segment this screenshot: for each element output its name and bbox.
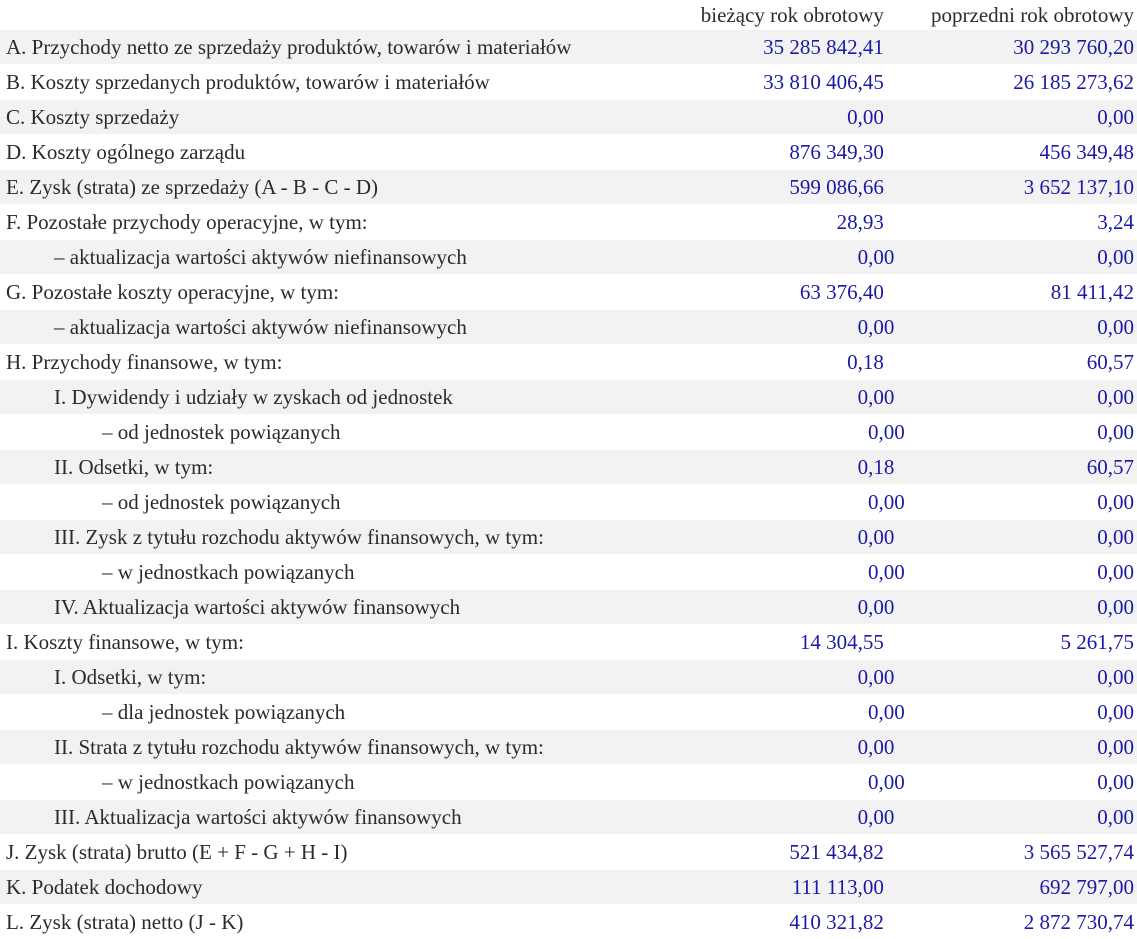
row-previous-value: 0,00 (1097, 244, 1134, 269)
row-current-value: 0,00 (857, 524, 895, 549)
row-label: G. Pozostałe koszty operacyjne, w tym: (6, 279, 340, 304)
table-row (0, 799, 1137, 834)
row-label: – w jednostkach powiązanych (102, 559, 355, 584)
table-row (0, 554, 1137, 589)
row-current-value: 0,00 (857, 314, 895, 339)
row-label: – od jednostek powiązanych (102, 489, 341, 514)
row-current-value: 0,00 (857, 594, 895, 619)
row-label: – w jednostkach powiązanych (102, 769, 355, 794)
table-row (0, 589, 1137, 624)
row-label: F. Pozostałe przychody operacyjne, w tym: (6, 209, 368, 234)
row-current-value: 0,00 (868, 559, 905, 584)
row-label: L. Zysk (strata) netto (J - K) (6, 909, 244, 934)
row-label: III. Aktualizacja wartości aktywów finansowych (54, 804, 462, 829)
row-label: III. Zysk z tytułu rozchodu aktywów finansowych, w tym: (54, 524, 544, 549)
table-row (0, 729, 1137, 764)
row-current-value: 0,00 (857, 664, 895, 689)
row-label: C. Koszty sprzedaży (6, 104, 180, 129)
row-current-value: 0,18 (857, 454, 895, 479)
row-current-value: 0,00 (868, 419, 905, 444)
table-row (0, 519, 1137, 554)
row-current-value: 63 376,40 (799, 279, 884, 304)
row-previous-value: 0,00 (1097, 664, 1134, 689)
row-current-value: 0,00 (857, 804, 895, 829)
table-row (0, 99, 1137, 134)
row-previous-value: 5 261,75 (1060, 629, 1134, 654)
table-row (0, 309, 1137, 344)
row-previous-value: 456 349,48 (1039, 139, 1134, 164)
table-row (0, 484, 1137, 519)
row-current-value: 33 810 406,45 (763, 69, 884, 94)
table-row (0, 204, 1137, 239)
row-previous-value: 0,00 (1097, 699, 1134, 724)
row-previous-value: 0,00 (1097, 489, 1134, 514)
row-label: I. Koszty finansowe, w tym: (6, 629, 244, 654)
table-row (0, 29, 1137, 64)
row-previous-value: 60,57 (1086, 454, 1134, 479)
row-previous-value: 0,00 (1097, 314, 1134, 339)
row-current-value: 599 086,66 (789, 174, 884, 199)
row-previous-value: 0,00 (1097, 419, 1134, 444)
row-previous-value: 3,24 (1097, 209, 1134, 234)
row-label: J. Zysk (strata) brutto (E + F - G + H - I) (6, 839, 348, 864)
row-previous-value: 0,00 (1097, 559, 1134, 584)
table-row (0, 239, 1137, 274)
row-label: II. Strata z tytułu rozchodu aktywów finansowych, w tym: (54, 734, 544, 759)
row-label: II. Odsetki, w tym: (54, 454, 214, 479)
table-row (0, 764, 1137, 799)
row-previous-value: 30 293 760,20 (1013, 34, 1134, 59)
row-label: I. Odsetki, w tym: (54, 664, 207, 689)
row-label: B. Koszty sprzedanych produktów, towarów i materiałów (6, 69, 490, 94)
table-header-row (0, 0, 1137, 29)
table-row (0, 904, 1137, 939)
table-row (0, 834, 1137, 869)
row-previous-value: 3 565 527,74 (1023, 839, 1134, 864)
table-row (0, 379, 1137, 414)
row-current-value: 35 285 842,41 (763, 34, 884, 59)
row-label: E. Zysk (strata) ze sprzedaży (A - B - C - D) (6, 174, 379, 199)
row-label: H. Przychody finansowe, w tym: (6, 349, 283, 374)
row-previous-value: 26 185 273,62 (1013, 69, 1134, 94)
row-label: D. Koszty ogólnego zarządu (6, 139, 246, 164)
table-row (0, 694, 1137, 729)
table-row (0, 64, 1137, 99)
table-row (0, 169, 1137, 204)
row-previous-value: 0,00 (1097, 384, 1134, 409)
row-previous-value: 0,00 (1097, 804, 1134, 829)
row-label: – aktualizacja wartości aktywów niefinansowych (54, 314, 467, 339)
row-current-value: 0,00 (857, 244, 895, 269)
row-previous-value: 0,00 (1097, 769, 1134, 794)
row-previous-value: 0,00 (1097, 734, 1134, 759)
table-row (0, 624, 1137, 659)
row-previous-value: 0,00 (1097, 594, 1134, 619)
table-row (0, 659, 1137, 694)
row-current-value: 0,00 (857, 734, 895, 759)
row-current-value: 0,00 (857, 384, 895, 409)
row-current-value: 521 434,82 (789, 839, 884, 864)
table-row (0, 274, 1137, 309)
row-previous-value: 3 652 137,10 (1023, 174, 1134, 199)
row-previous-value: 692 797,00 (1039, 874, 1134, 899)
table-row (0, 344, 1137, 379)
row-current-value: 0,00 (868, 699, 905, 724)
row-label: K. Podatek dochodowy (6, 874, 203, 899)
row-previous-value: 2 872 730,74 (1023, 909, 1134, 934)
header-previous-year: poprzedni rok obrotowy (931, 2, 1134, 27)
row-label: IV. Aktualizacja wartości aktywów finansowych (54, 594, 461, 619)
row-label: A. Przychody netto ze sprzedaży produktów, towarów i materiałów (6, 34, 572, 59)
header-current-year: bieżący rok obrotowy (700, 2, 884, 27)
row-current-value: 14 304,55 (799, 629, 884, 654)
row-current-value: 0,00 (868, 489, 905, 514)
row-label: – od jednostek powiązanych (102, 419, 341, 444)
row-previous-value: 0,00 (1097, 524, 1134, 549)
row-current-value: 410 321,82 (789, 909, 884, 934)
table-row (0, 414, 1137, 449)
row-label: – aktualizacja wartości aktywów niefinansowych (54, 244, 467, 269)
row-label: – dla jednostek powiązanych (102, 699, 346, 724)
table-row (0, 869, 1137, 904)
row-previous-value: 0,00 (1097, 104, 1134, 129)
row-previous-value: 81 411,42 (1050, 279, 1134, 304)
table-row (0, 134, 1137, 169)
row-current-value: 28,93 (836, 209, 884, 234)
row-previous-value: 60,57 (1086, 349, 1134, 374)
row-label: I. Dywidendy i udziały w zyskach od jednostek (54, 384, 453, 409)
row-current-value: 0,18 (847, 349, 884, 374)
table-row (0, 449, 1137, 484)
row-current-value: 0,00 (847, 104, 884, 129)
row-current-value: 0,00 (868, 769, 905, 794)
row-current-value: 111 113,00 (791, 874, 884, 899)
row-current-value: 876 349,30 (789, 139, 884, 164)
